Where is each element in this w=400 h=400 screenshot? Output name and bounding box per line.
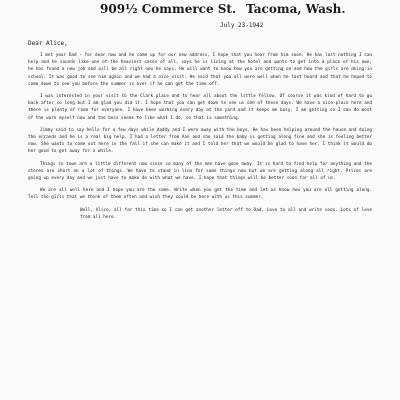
- paragraph-5: We are all well here and I hope you are the same. Write when you get the time and let us know how you are all getting along. Tell the girls that we think of them often and wish they could be here with us this summer.: [28, 188, 372, 201]
- paragraph-closing: Well, Alice, all for this time so I can get another letter off to Dad. Love to all and write soon. Lots of love from all here.: [80, 207, 372, 220]
- paragraph-2: I was interested in your visit to the Clark place and to hear all about the little fellow. Of course it was kind of hard to go back after so long but I am glad you did it. I hope that you can get down to see us one of these days. We have a nice place here and there is plenty of room for everyone. I have been working every day at the yard and it keeps me busy. I am getting so I can do most of the work myself now and the boss seems to like what I do, so that is something.: [28, 94, 372, 121]
- letterhead-street: 909½ Commerce St.: [100, 2, 237, 16]
- salutation: Dear Alice,: [28, 40, 68, 47]
- letterhead-city: Tacoma, Wash.: [246, 2, 346, 16]
- letter-body: [28, 52, 372, 392]
- letter-date: July 23-1942: [220, 22, 264, 29]
- letterhead: [0, 2, 400, 16]
- paragraph-3: Jimmy said to say hello for a few days while daddy and I were away with the boys. He has been helping around the house and doing the errands and he is a real big help. I had a letter from Ann and she said the baby is getting along fine and she is feeling better now. She wants to come out here in the fall if she can make it and I told her that we would be glad to have her. I think it would do her good to get away for a while.: [28, 127, 372, 155]
- paragraph-1: I met your Dad - for dear now and he came up for our new address, I hope that you hear from him soon. He has lost nothing I can help and he sounds like one of the heaviest cases of all, says he is living at the hotel and wants to get into a place of his own, he has found a new job and will be all right now he says. He will want to know how you are getting on and how the girls are doing in school. It was good to see him again and we had a nice visit. He said that you all were well when he last heard and that he hoped to come down to see you before the summer is over if he can get the time off.: [28, 53, 372, 87]
- paragraph-4: Things in town are a little different now since so many of the men have gone away. It is hard to find help for anything and the stores are short on a lot of things. We have to stand in line for some things now but we are getting along all right. Prices are going up every day and we just have to make do with what we have. I hope that things will be better soon for all of us.: [28, 161, 372, 182]
